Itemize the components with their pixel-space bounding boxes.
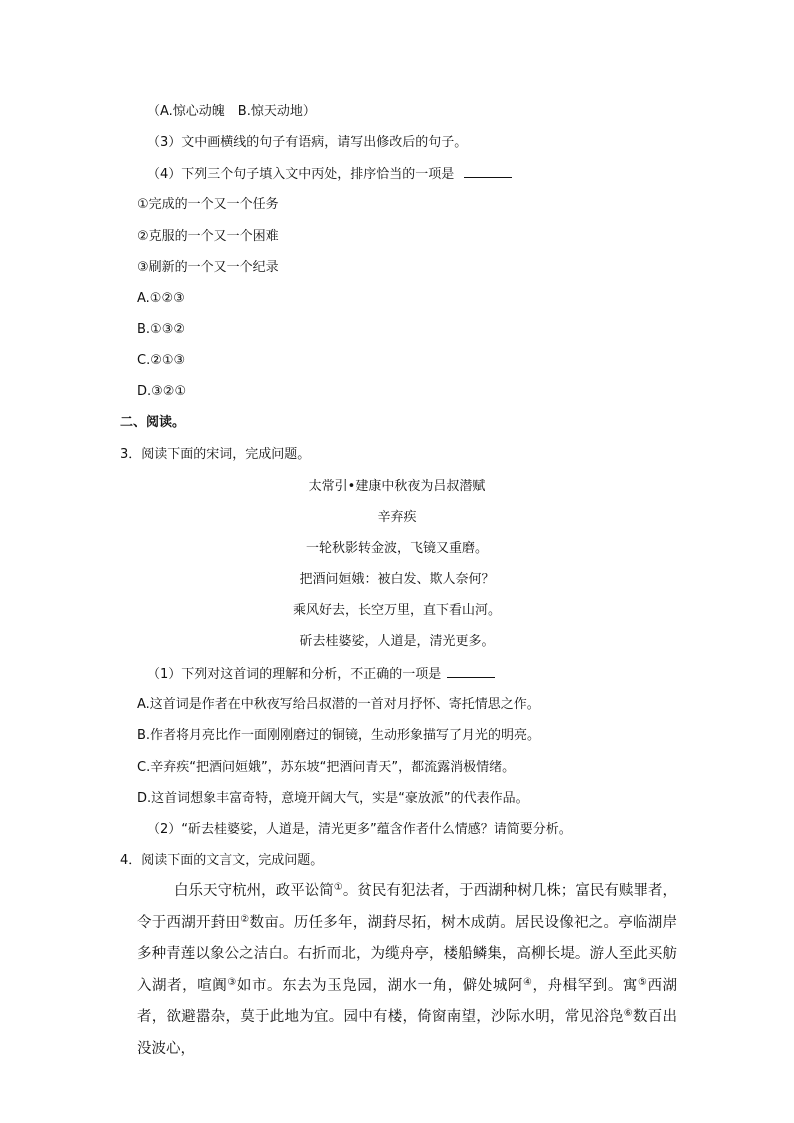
q2-choice-b: B.①③② (137, 322, 186, 337)
q2-sub4-text: （4）下列三个句子填入文中丙处，排序恰当的一项是 (147, 167, 455, 182)
poem-line: 斫去桂婆娑，人道是，清光更多。 (299, 634, 495, 649)
section-heading: 二、阅读。 (120, 415, 186, 430)
footnote-marker: ① (333, 882, 343, 893)
q3-option-d: D.这首词想象丰富奇特，意境开阔大气，实是“豪放派”的代表作品。 (137, 791, 529, 806)
q3-option-b: B.作者将月亮比作一面刚刚磨过的铜镜，生动形象描写了月光的明亮。 (137, 728, 541, 743)
passage-text: 白乐天守杭州，政平讼简 (174, 883, 334, 899)
footnote-marker: ⑥ (623, 1008, 633, 1019)
q2-item2: ②克服的一个又一个困难 (137, 229, 279, 244)
q2-choice-d: D.③②① (137, 384, 187, 399)
passage-text: 数亩。历任多年，湖葑尽拓，树木成荫。居民设像祀之。亭临湖岸多种青莲以象公之洁白。右折而北，为缆舟亭，楼船鳞集，高柳长堤。游人至此买舫入湖者，喧阗 (137, 914, 678, 994)
footnote-marker: ② (240, 913, 250, 925)
poem-line: 一轮秋影转金波，飞镜又重磨。 (305, 541, 488, 556)
q2-choice-a: A.①②③ (137, 291, 185, 306)
q3-sub1 (147, 665, 495, 684)
q3-option-a: A.这首词是作者在中秋夜写给吕叔潜的一首对月抒怀、寄托情思之作。 (137, 697, 540, 712)
q3-stem: 3．阅读下面的宋词，完成问题。 (120, 447, 311, 462)
q3-sub1-text: （1）下列对这首词的理解和分析，不正确的一项是 (147, 667, 442, 682)
q3-option-c: C.辛弃疾“把酒问姮娥”，苏东坡“把酒问青天”，都流露消极情绪。 (137, 760, 516, 775)
q2-sub4 (147, 165, 512, 184)
passage-text: 西湖者，欲避嚣杂，莫于此地为宜。园中有楼，倚窗南望，沙际水明，常见浴凫 (137, 977, 678, 1025)
passage-text: 。贫民有犯法者，于西湖种树几株；富民有赎罪者，令于西湖开葑田 (137, 883, 678, 931)
poem-line: 把酒问姮娥：被白发、欺人奈何？ (299, 572, 495, 587)
q2-choice-c: C.②①③ (137, 353, 186, 368)
q2-sub3: （3）文中画横线的句子有语病，请写出修改后的句子。 (147, 135, 468, 150)
q3-sub2: （2）“斫去桂婆娑，人道是，清光更多”蕴含作者什么情感？请简要分析。 (147, 822, 572, 837)
footnote-marker: ⑤ (637, 976, 648, 988)
poem-title: 太常引•建康中秋夜为吕叔潜赋 (308, 479, 486, 494)
answer-blank (464, 165, 512, 178)
poem-author: 辛弃疾 (377, 510, 417, 525)
q2-item1: ①完成的一个又一个任务 (137, 197, 279, 212)
q2-options-ab: （A.惊心动魄 B.惊天动地） (147, 104, 316, 119)
poem-line: 乘风好去，长空万里，直下看山河。 (292, 603, 501, 618)
footnote-marker: ④ (523, 976, 533, 988)
passage-text: 数百出没波心， (137, 1009, 678, 1057)
q4-stem: 4．阅读下面的文言文，完成问题。 (120, 853, 324, 868)
classical-passage (137, 876, 677, 1065)
q2-item3: ③刷新的一个又一个纪录 (137, 260, 279, 275)
footnote-marker: ③ (227, 976, 237, 988)
passage-text: ，舟楫罕到。寓 (532, 977, 638, 994)
answer-blank (447, 665, 495, 678)
passage-text: 如市。东去为玉凫园，湖水一角，僻处城阿 (236, 977, 523, 994)
